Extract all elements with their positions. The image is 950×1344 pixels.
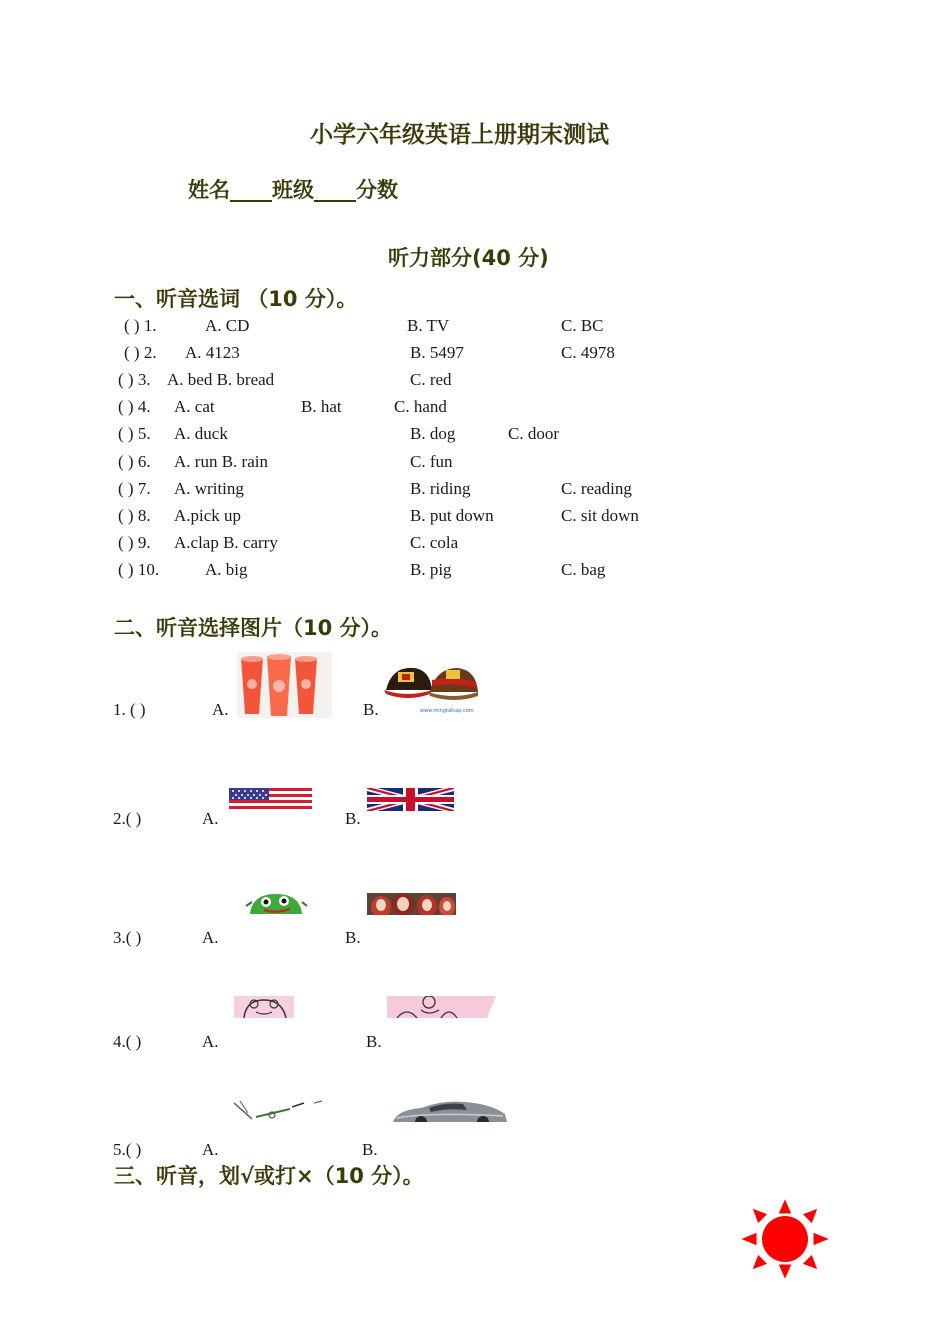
s1-row-6-a: A. run B. rain [174,452,268,471]
s1-row-9-a: A.clap B. carry [174,533,278,552]
s1-row-9-num: ( ) 9. [118,533,151,552]
s1-row-2-c: C. 4978 [561,343,615,362]
s1-row-4-c: C. hand [394,397,447,416]
section1-heading: 一、听音选词 （10 分）。 [114,287,358,311]
s1-row-7-num: ( ) 7. [118,479,151,498]
uk-flag-picture [367,788,454,811]
s1-row-3-num: ( ) 3. [118,370,151,389]
page-title: 小学六年级英语上册期末测试 [310,122,609,148]
s2-q2-a: A. [202,809,219,828]
s1-row-8-c: C. sit down [561,506,639,525]
s1-row-6-c: C. fun [410,452,453,471]
s1-row-5-num: ( ) 5. [118,424,151,443]
cartoon-girl-picture-a [234,996,328,1018]
s1-row-7-b: B. riding [410,479,471,498]
s1-row-10-a: A. big [205,560,248,579]
s1-row-5-a: A. duck [174,424,228,443]
s2-q4-a: A. [202,1032,219,1051]
s1-row-10-b: B. pig [410,560,452,579]
s2-q5-num: 5.( ) [113,1140,142,1159]
student-info-line: 姓名____班级____分数 [188,178,398,202]
s2-q4-num: 4.( ) [113,1032,142,1051]
s1-row-8-a: A.pick up [174,506,242,525]
s1-row-10-c: C. bag [561,560,606,579]
s1-row-8-b: B. put down [410,506,494,525]
car-picture [391,1100,509,1122]
s1-row-3-a: A. bed B. bread [167,370,275,389]
sun-icon [740,1198,830,1280]
s1-row-10-num: ( ) 10. [118,560,160,579]
s1-row-1-b: B. TV [407,316,450,335]
section3-heading: 三、听音，划√或打×（10 分）。 [114,1164,424,1188]
s2-q5-b: B. [362,1140,378,1159]
s1-row-9-c: C. cola [410,533,459,552]
s2-q3-a: A. [202,928,219,947]
s1-row-8-num: ( ) 8. [118,506,151,525]
s2-q2-b: B. [345,809,361,828]
s1-row-7-a: A. writing [174,479,244,498]
s1-row-1-a: A. CD [205,316,250,335]
caps-caption: www.mingtaicap.com [420,708,474,714]
s2-q3-num: 3.( ) [113,928,142,947]
s1-row-4-a: A. cat [174,397,215,416]
stationery-picture [232,1099,326,1123]
s1-row-2-b: B. 5497 [410,343,464,362]
s1-row-7-c: C. reading [561,479,632,498]
s2-q1-b: B. [363,700,379,719]
s2-q4-b: B. [366,1032,382,1051]
s1-row-6-num: ( ) 6. [118,452,151,471]
s2-q5-a: A. [202,1140,219,1159]
s2-q1-num: 1. ( ) [113,700,146,719]
s1-row-2-a: A. 4123 [185,343,240,362]
usa-flag-picture [229,788,312,809]
caps-picture [384,660,480,714]
s1-row-4-b: B. hat [301,397,342,416]
cups-picture [237,652,332,718]
s2-q3-b: B. [345,928,361,947]
s1-row-5-b: B. dog [410,424,456,443]
s1-row-4-num: ( ) 4. [118,397,151,416]
dolls-picture [367,893,456,915]
s1-row-3-c: C. red [410,370,452,389]
s1-row-1-c: C. BC [561,316,604,335]
s2-q2-num: 2.( ) [113,809,142,828]
monster-picture [244,892,308,914]
section2-heading: 二、听音选择图片（10 分）。 [114,616,393,640]
s1-row-1-num: ( ) 1. [124,316,157,335]
s1-row-2-num: ( ) 2. [124,343,157,362]
s1-row-5-c: C. door [508,424,559,443]
cartoon-girl-picture-b [387,996,496,1018]
listening-part-heading: 听力部分(40 分) [388,246,549,270]
s2-q1-a: A. [212,700,229,719]
